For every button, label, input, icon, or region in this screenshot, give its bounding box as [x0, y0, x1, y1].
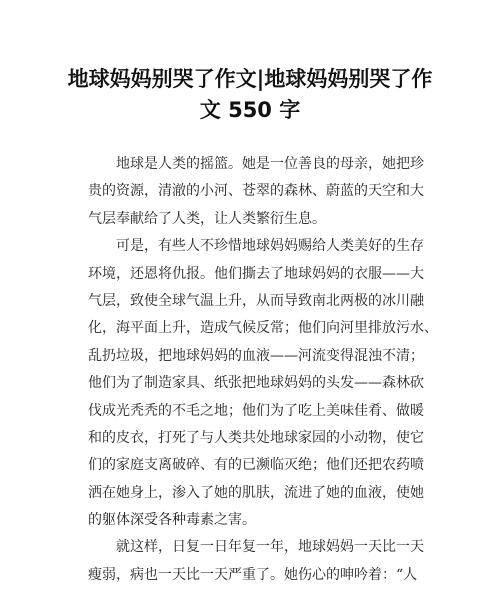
paragraph-3: [88, 534, 424, 589]
text-line: 伐成光秃秃的不毛之地；他们为了吃上美味佳肴、做暖: [88, 402, 424, 419]
paragraph-2: [88, 233, 438, 534]
text-line: 气层奉献给了人类，让人类繁衍生息。: [88, 210, 326, 227]
text-line: 贵的资源，清澈的小河、苍翠的森林、蔚蓝的天空和大: [88, 183, 424, 200]
document-title: [60, 64, 440, 126]
text-line: 就这样，日复一日年复一年，地球妈妈一天比一天: [88, 539, 424, 556]
title-line-1: 地球妈妈别哭了作文|地球妈妈别哭了作: [67, 67, 433, 91]
document-body: [88, 151, 438, 589]
text-line: 乱扔垃圾，把地球妈妈的血液——河流变得混浊不清；: [88, 347, 424, 364]
text-line: 的躯体深受各种毒素之害。: [88, 512, 256, 529]
text-line: 和的皮衣，打死了与人类共处地球家园的小动物，使它: [88, 429, 424, 446]
text-line: 们的家庭支离破碎、有的已濒临灭绝；他们还把农药喷: [88, 457, 424, 474]
text-line: 可是，有些人不珍惜地球妈妈赐给人类美好的生存: [88, 238, 424, 255]
text-line: 化，海平面上升，造成气候反常；他们向河里排放污水、: [88, 320, 438, 337]
text-line: 洒在她身上，渗入了她的肌肤，流进了她的血液，使她: [88, 484, 424, 501]
text-line: 他们为了制造家具、纸张把地球妈妈的头发——森林砍: [88, 375, 424, 392]
paragraph-1: [88, 151, 424, 233]
text-line: 地球是人类的摇篮。她是一位善良的母亲，她把珍: [88, 156, 424, 172]
text-line: 气层，致使全球气温上升，从而导致南北两极的冰川融: [88, 292, 424, 309]
title-line-2: 文 550 字: [199, 98, 301, 122]
text-line: 瘦弱，病也一天比一天严重了。她伤心的呻吟着：“人: [88, 566, 418, 583]
text-line: 环境，还恩将仇报。他们撕去了地球妈妈的衣服——大: [88, 265, 424, 282]
